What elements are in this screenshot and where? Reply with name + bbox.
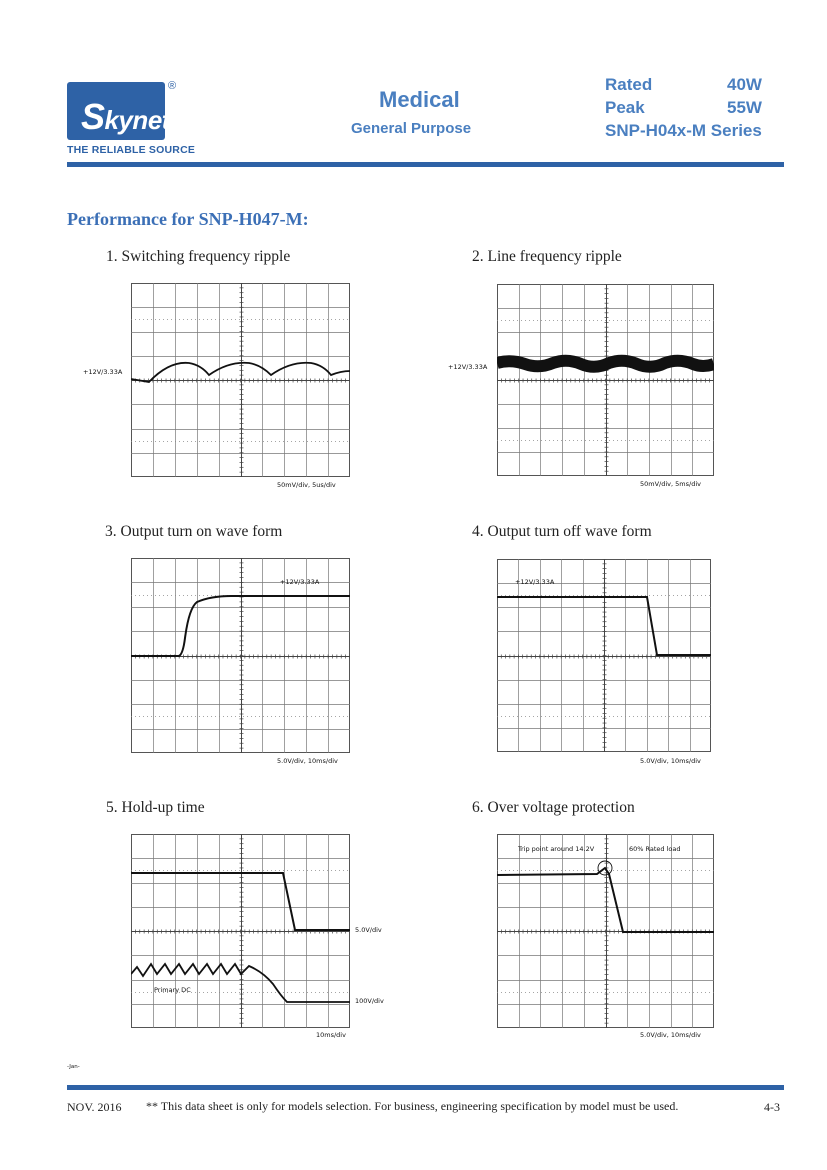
plot-caption-1: 1. Switching frequency ripple	[106, 248, 291, 265]
plot1-scale: 50mV/div, 5us/div	[277, 481, 336, 489]
logo-wordmark	[81, 96, 170, 138]
peak-value: 55W	[727, 98, 762, 117]
series-name: SNP-H04x-M Series	[605, 121, 762, 140]
plot5-right-label-2: 100V/div	[355, 997, 384, 1005]
section-title: Performance for SNP-H047-M:	[67, 209, 309, 229]
trace-turn-off	[497, 559, 711, 752]
plot5-inner-label: Primary DC	[154, 986, 191, 994]
registered-mark: ®	[168, 80, 177, 92]
logo-name: kynet	[104, 105, 170, 135]
header-rule	[67, 162, 784, 167]
plot-caption-5: 5. Hold-up time	[106, 799, 205, 816]
rated-value: 40W	[727, 75, 762, 94]
rated-label: Rated	[605, 75, 653, 94]
plot5-right-label-1: 5.0V/div	[355, 926, 382, 934]
plot-caption-4: 4. Output turn off wave form	[472, 523, 652, 540]
plot3-scale: 5.0V/div, 10ms/div	[277, 757, 338, 765]
header-subtitle: General Purpose	[351, 120, 472, 137]
logo-initial: S	[81, 96, 105, 137]
plot2-scale: 50mV/div, 5ms/div	[640, 480, 701, 488]
plot-caption-3: 3. Output turn on wave form	[105, 523, 283, 540]
plot6-top-label-2: 60% Rated load	[629, 845, 681, 853]
footer-mark: -Jan-	[67, 1064, 80, 1070]
trace-line-ripple	[497, 284, 714, 476]
header-title: Medical	[379, 87, 460, 112]
trace-switching-ripple	[131, 283, 350, 477]
peak-label: Peak	[605, 98, 645, 117]
plot3-top-label: +12V/3.33A	[280, 578, 320, 586]
plot1-left-label: +12V/3.33A	[83, 368, 123, 376]
plot6-scale: 5.0V/div, 10ms/div	[640, 1031, 701, 1039]
plot2-left-label: +12V/3.33A	[448, 363, 488, 371]
plot6-top-label: Trip point around 14.2V	[518, 845, 595, 853]
trace-ovp	[497, 834, 714, 1028]
plot-caption-2: 2. Line frequency ripple	[472, 248, 622, 265]
footer-rule	[67, 1085, 784, 1090]
trace-hold-up	[131, 834, 350, 1028]
footer-page-number: 4-3	[764, 1100, 780, 1114]
footer-date: NOV. 2016	[67, 1100, 122, 1114]
logo-tagline: THE RELIABLE SOURCE	[67, 144, 196, 156]
plot5-scale: 10ms/div	[316, 1031, 346, 1039]
plot4-top-label: +12V/3.33A	[515, 578, 555, 586]
footer-note: ** This data sheet is only for models selection. For business, engineering specification by model must be used.	[146, 1099, 679, 1113]
plot-caption-6: 6. Over voltage protection	[472, 799, 635, 816]
plot4-scale: 5.0V/div, 10ms/div	[640, 757, 701, 765]
trace-turn-on	[131, 558, 350, 753]
